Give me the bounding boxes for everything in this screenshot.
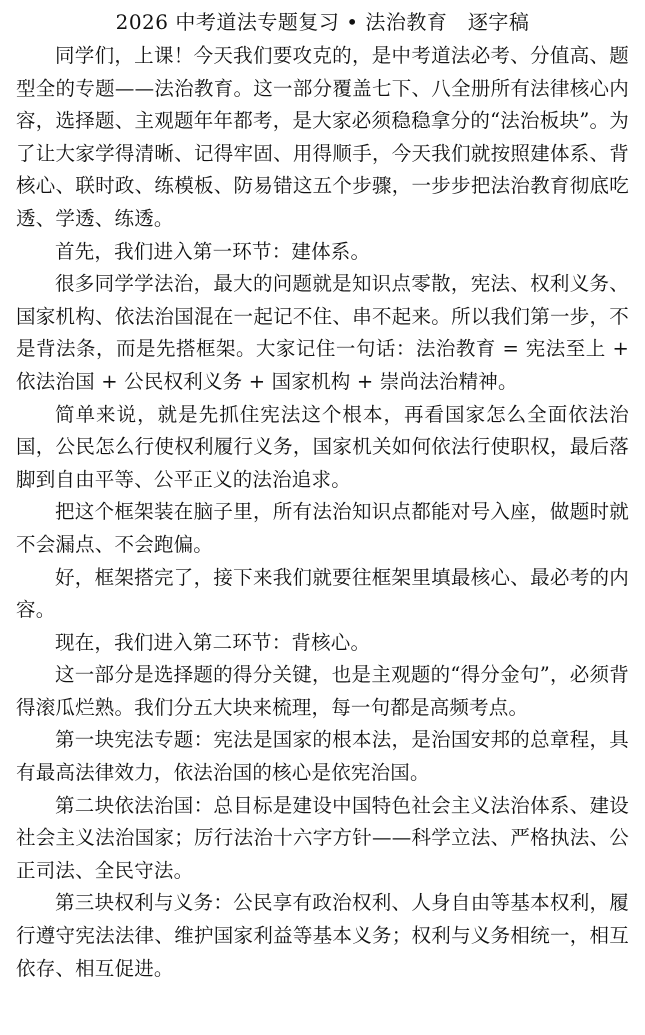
paragraph-section-1-heading: 首先，我们进入第一环节：建体系。 (55, 239, 371, 263)
document-title: 2026 中考道法专题复习 • 法治教育 逐字稿 (115, 10, 530, 34)
paragraph-constitution: 第一块宪法专题：宪法是国家的根本法，是治国安邦的总章程，具有最高法律效力，依法治国的核心是依宪治国。 (16, 728, 629, 785)
paragraph-framework-summary: 简单来说，就是先抓住宪法这个根本，再看国家怎么全面依法治国，公民怎么行使权利履行义务，国家机关如何依法行使职权，最后落脚到自由平等、公平正义的法治追求。 (16, 402, 629, 491)
paragraph-section-2-heading: 现在，我们进入第二环节：背核心。 (55, 630, 371, 654)
paragraph-framework-benefit: 把这个框架装在脑子里，所有法治知识点都能对号入座，做题时就不会漏点、不会跑偏。 (16, 500, 629, 556)
paragraph-core-intro: 这一部分是选择题的得分关键，也是主观题的“得分金句”，必须背得滚瓜烂熟。我们分五大块来梳理，每一句都是高频考点。 (16, 663, 629, 719)
paragraph-intro: 同学们，上课！今天我们要攻克的，是中考道法必考、分值高、题型全的专题——法治教育。这一部分覆盖七下、八全册所有法律核心内容，选择题、主观题年年都考，是大家必须稳稳拿分的“法治板块”。为了让大家学得清晰、记得牢固、用得顺手，今天我们就按照建体系、背核心、联时政、练模板、防易错这五个步骤，一步步把法治教育彻底吃透、学透、练透。 (16, 44, 629, 230)
paragraph-framework-problem: 很多同学学法治，最大的问题就是知识点零散，宪法、权利义务、国家机构、依法治国混在一起记不住、串不起来。所以我们第一步，不是背法条，而是先搭框架。大家记住一句话：法治教育 = 宪法至上 + 依法治国 + 公民权利义务 + 国家机构 + 崇尚法治精神。 (16, 272, 629, 393)
paragraph-rule-of-law: 第二块依法治国：总目标是建设中国特色社会主义法治体系、建设社会主义法治国家；厉行法治十六字方针——科学立法、严格执法、公正司法、全民守法。 (16, 793, 629, 882)
paragraph-rights-duties: 第三块权利与义务：公民享有政治权利、人身自由等基本权利，履行遵守宪法法律、维护国家利益等基本义务；权利与义务相统一，相互依存、相互促进。 (16, 891, 629, 980)
paragraph-transition: 好，框架搭完了，接下来我们就要往框架里填最核心、最必考的内容。 (16, 565, 629, 622)
